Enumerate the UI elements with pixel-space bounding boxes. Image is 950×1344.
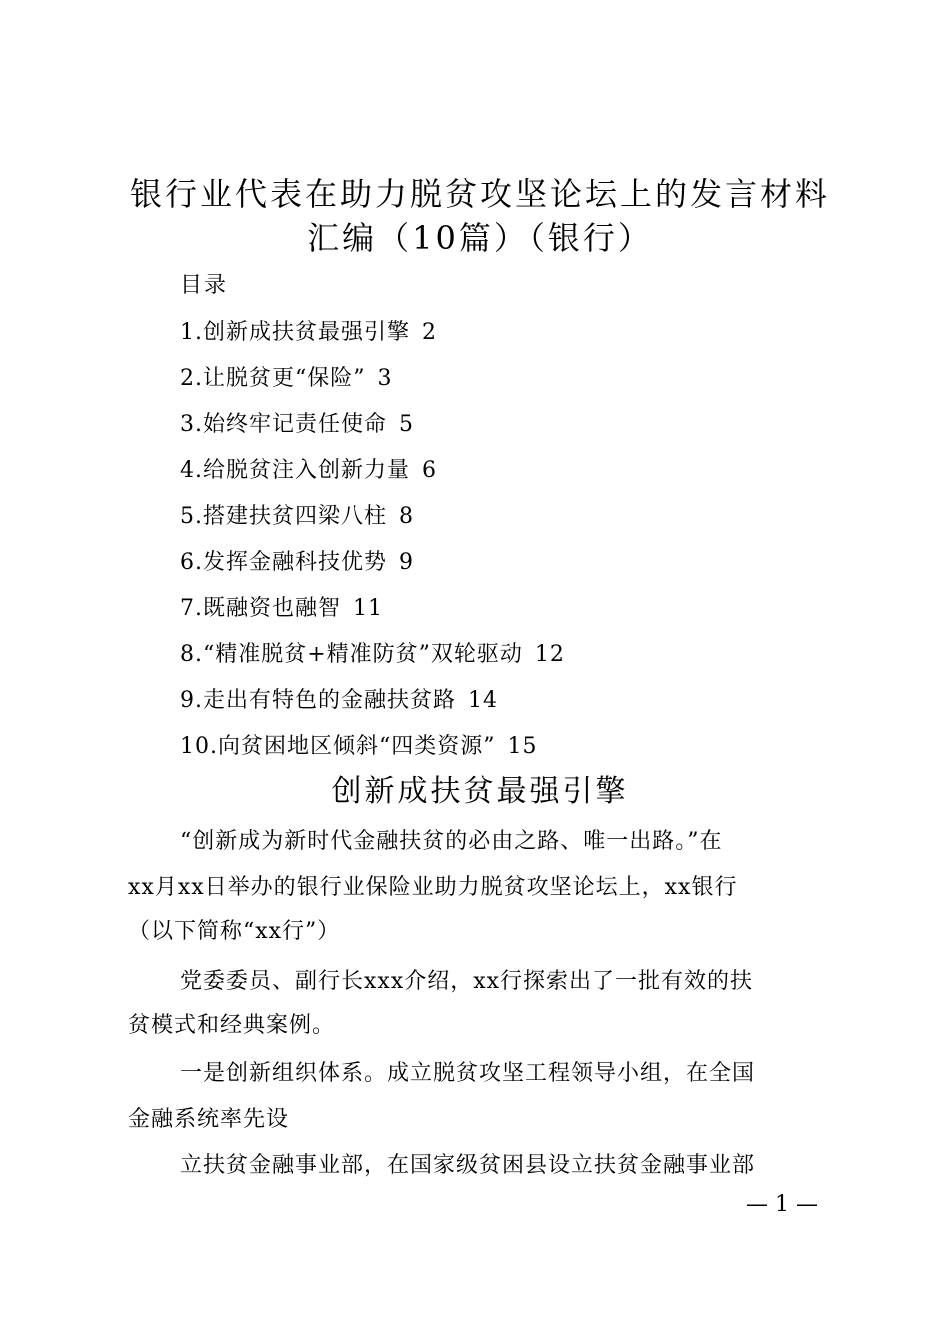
toc-item	[180, 728, 565, 774]
toc-item	[180, 682, 565, 728]
document-title-line-2: 汇编（10篇）（银行）	[307, 219, 653, 257]
toc-item-label: 1.创新成扶贫最强引擎	[180, 320, 410, 345]
toc-item-page: 9	[399, 550, 414, 575]
toc-item	[180, 452, 565, 498]
toc-item-label: 9.走出有特色的金融扶贫路	[180, 688, 456, 713]
body-text-line: （以下简称“xx行”）	[128, 919, 341, 944]
toc-item-label: 5.搭建扶贫四梁八柱	[180, 504, 387, 529]
body-text-line: xx月xx日举办的银行业保险业助力脱贫攻坚论坛上，xx银行	[128, 875, 738, 900]
toc-item-page: 14	[468, 688, 498, 713]
toc-item-page: 5	[399, 412, 414, 437]
toc-item	[180, 406, 565, 452]
toc-item-page: 12	[534, 642, 565, 667]
toc-item-label: 2.让脱贫更“保险”	[180, 366, 366, 391]
toc-item-label: 8.“精准脱贫+精准防贫”双轮驱动	[180, 642, 523, 667]
body-text-line: 贫模式和经典案例。	[128, 1013, 336, 1038]
toc-item-page: 8	[399, 504, 414, 529]
section-title: 创新成扶贫最强引擎	[331, 774, 629, 809]
body-text-line: 立扶贫金融事业部，在国家级贫困县设立扶贫金融事业部	[180, 1153, 756, 1178]
toc-item-label: 4.给脱贫注入创新力量	[180, 458, 410, 483]
body-text-line: 金融系统率先设	[128, 1107, 290, 1132]
toc-item-label: 10.向贫困地区倾斜“四类资源”	[180, 734, 496, 759]
toc-item-page: 11	[353, 596, 383, 621]
toc-item	[180, 360, 565, 406]
toc-item-page: 3	[377, 366, 393, 391]
body-text-line: “创新成为新时代金融扶贫的必由之路、唯一出路。”在	[180, 829, 723, 854]
toc-item-page: 6	[422, 458, 437, 483]
toc-heading: 目录	[180, 273, 229, 298]
table-of-contents	[180, 314, 565, 774]
toc-item-page: 2	[422, 320, 437, 345]
toc-item-page: 15	[507, 734, 538, 759]
document-title-line-1: 银行业代表在助力脱贫攻坚论坛上的发言材料	[129, 175, 830, 213]
toc-item-label: 6.发挥金融科技优势	[180, 550, 387, 575]
page-number: — 1 —	[746, 1192, 818, 1217]
toc-item-label: 7.既融资也融智	[180, 596, 341, 621]
body-text-line: 一是创新组织体系。成立脱贫攻坚工程领导小组，在全国	[180, 1061, 756, 1086]
toc-item	[180, 590, 565, 636]
toc-item	[180, 498, 565, 544]
toc-item	[180, 544, 565, 590]
toc-item	[180, 636, 565, 682]
toc-item-label: 3.始终牢记责任使命	[180, 412, 387, 437]
toc-item	[180, 314, 565, 360]
body-text-line: 党委委员、副行长xxx介绍，xx行探索出了一批有效的扶	[180, 969, 754, 994]
